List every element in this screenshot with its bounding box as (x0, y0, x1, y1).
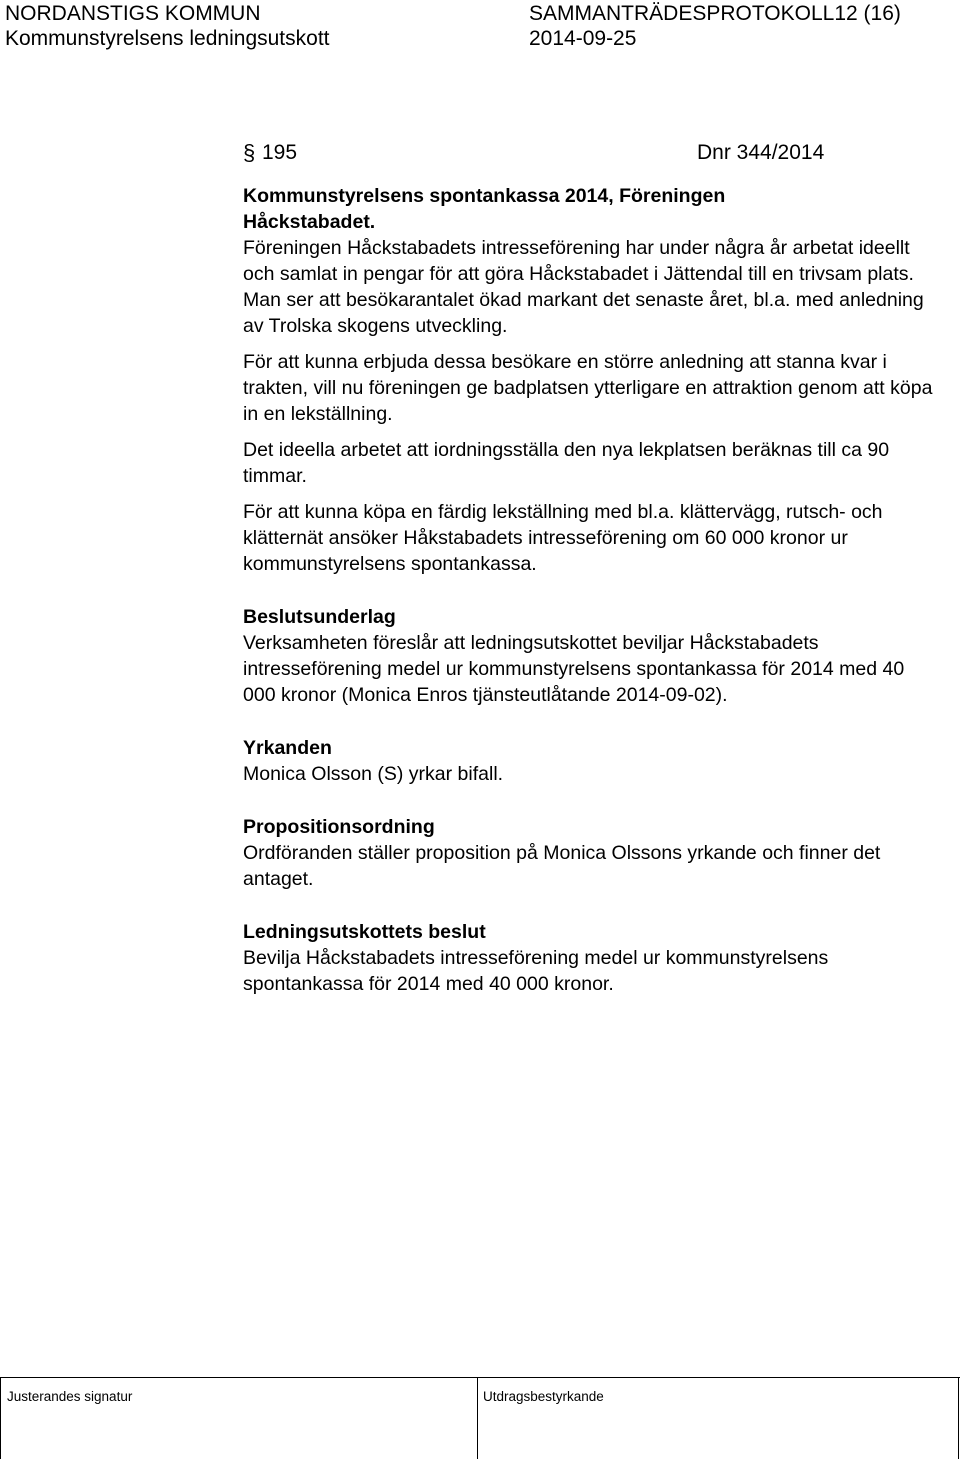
body-paragraph-4: För att kunna köpa en färdig lekställning med bl.a. klättervägg, rutsch- och klätternät ansöker Håkstabadets intresseförening om 60 000 kronor ur kommunstyrelsens spontankassa. (243, 501, 883, 575)
section-sign: § (243, 140, 256, 165)
decision-heading: Ledningsutskottets beslut (243, 921, 486, 943)
motions-text: Monica Olsson (S) yrkar bifall. (243, 763, 504, 785)
body-paragraph-1: Föreningen Håckstabadets intresseförening har under några år arbetat ideellt och samlat in pengar för att göra Håckstabadet i Jättendal till en trivsam plats. Man ser att besökarantalet ökad markant det senaste året, bl.a. med anledning av Trolska skogens utveckling. (243, 237, 924, 337)
paragraph-title-line-2: Håckstabadet. (243, 211, 376, 233)
signature-label: Justerandes signatur (7, 1389, 133, 1404)
body-paragraph-2: För att kunna erbjuda dessa besökare en större anledning att stanna kvar i trakten, vill nu föreningen ge badplatsen ytterligare en attraktion genom att köpa in en lekställning. (243, 351, 933, 425)
motions-heading: Yrkanden (243, 737, 332, 759)
proposition-heading: Propositionsordning (243, 816, 435, 838)
organization-name: NORDANSTIGS KOMMUN (5, 2, 261, 25)
paragraph-title-line-1: Kommunstyrelsens spontankassa 2014, Föreningen (243, 185, 726, 207)
decision-text: Bevilja Håckstabadets intresseförening medel ur kommunstyrelsens spontankassa för 2014 med 40 000 kronor. (243, 947, 829, 995)
footer-border-right (958, 1377, 959, 1459)
document-type: SAMMANTRÄDESPROTOKOLL12 (16) (529, 2, 901, 25)
basis-text: Verksamheten föreslår att ledningsutskottet beviljar Håckstabadets intresseförening medel ur kommunstyrelsens spontankassa för 2014 med 40 000 kronor (Monica Enros tjänsteutlåtande 2014-09-02). (243, 632, 905, 706)
footer-border-middle (477, 1377, 478, 1459)
body-paragraph-3: Det ideella arbetet att iordningsställa den nya lekplatsen beräknas till ca 90 timmar. (243, 439, 890, 487)
paragraph-content (243, 183, 933, 997)
proposition-text: Ordföranden ställer proposition på Monica Olssons yrkande och finner det antaget. (243, 842, 881, 890)
paragraph-number: 195 (262, 141, 298, 164)
meeting-date: 2014-09-25 (529, 27, 637, 50)
committee-name: Kommunstyrelsens ledningsutskott (5, 27, 330, 50)
footer-border-left (0, 1377, 1, 1459)
extract-label: Utdragsbestyrkande (483, 1389, 604, 1404)
basis-heading: Beslutsunderlag (243, 606, 396, 628)
footer-divider (0, 1377, 960, 1378)
diary-number: Dnr 344/2014 (697, 141, 825, 164)
